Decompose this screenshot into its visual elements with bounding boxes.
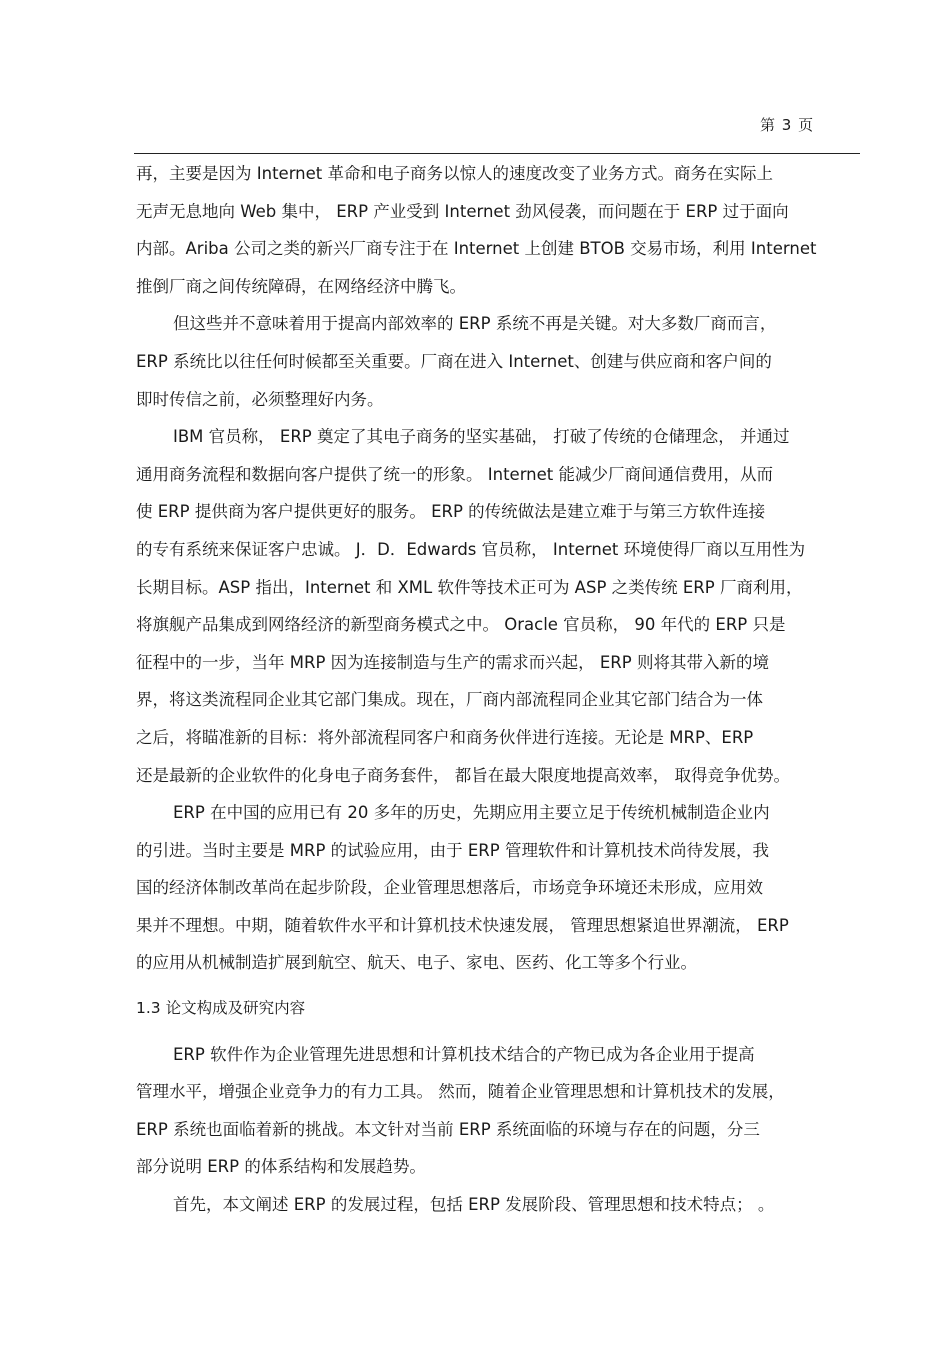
paragraphs-after-section [136, 1036, 866, 1224]
page-number-header: 第 3 页 [760, 116, 815, 134]
text-line: 征程中的一步，当年 MRP 因为连接制造与生产的需求而兴起， ERP 则将其带入新的境 [136, 652, 769, 672]
text-line: 即时传信之前，必须整理好内务。 [136, 389, 384, 409]
text-line: 将旗舰产品集成到网络经济的新型商务模式之中。 Oracle 官员称， 90 年代的 ERP 只是 [136, 615, 786, 635]
text-line: IBM 官员称， ERP 奠定了其电子商务的坚实基础， 打破了传统的仓储理念， 并通过 [173, 427, 790, 447]
text-line: 但这些并不意味着用于提高内部效率的 ERP 系统不再是关键。对大多数厂商而言， [173, 314, 777, 334]
text-line: 的应用从机械制造扩展到航空、航天、电子、家电、医药、化工等多个行业。 [136, 953, 697, 973]
text-line: 部分说明 ERP 的体系结构和发展趋势。 [136, 1157, 426, 1177]
text-line: ERP 系统也面临着新的挑战。本文针对当前 ERP 系统面临的环境与存在的问题，分三 [136, 1119, 760, 1139]
text-line: 内部。Ariba 公司之类的新兴厂商专注于在 Internet 上创建 BTOB 交易市场，利用 Internet [136, 239, 817, 259]
header-rule [134, 153, 860, 154]
paragraphs-before-section [136, 155, 866, 982]
section-heading: 1.3 论文构成及研究内容 [136, 999, 306, 1018]
text-line: ERP 系统比以往任何时候都至关重要。厂商在进入 Internet、创建与供应商和客户间的 [136, 351, 772, 371]
text-line: 使 ERP 提供商为客户提供更好的服务。 ERP 的传统做法是建立难于与第三方软件连接 [136, 502, 766, 522]
text-line: 管理水平，增强企业竞争力的有力工具。 然而，随着企业管理思想和计算机技术的发展， [136, 1082, 785, 1102]
text-line: 推倒厂商之间传统障碍，在网络经济中腾飞。 [136, 276, 466, 296]
text-line: 果并不理想。中期，随着软件水平和计算机技术快速发展， 管理思想紧追世界潮流， ERP [136, 915, 789, 935]
text-line: 的引进。当时主要是 MRP 的试验应用，由于 ERP 管理软件和计算机技术尚待发展，我 [136, 840, 769, 860]
text-line: 无声无息地向 Web 集中， ERP 产业受到 Internet 劲风侵袭，而问题在于 ERP 过于面向 [136, 201, 789, 221]
text-line: ERP 在中国的应用已有 20 多年的历史，先期应用主要立足于传统机械制造企业内 [173, 803, 770, 823]
body-text [136, 155, 866, 1224]
text-line: 之后，将瞄准新的目标：将外部流程同客户和商务伙伴进行连接。无论是 MRP、ERP [136, 727, 754, 747]
text-line: 长期目标。ASP 指出，Internet 和 XML 软件等技术正可为 ASP 之类传统 ERP 厂商利用， [136, 577, 803, 597]
text-line: 再，主要是因为 Internet 革命和电子商务以惊人的速度改变了业务方式。商务在实际上 [136, 164, 774, 183]
text-line: ERP 软件作为企业管理先进思想和计算机技术结合的产物已成为各企业用于提高 [173, 1044, 755, 1064]
text-line: 首先，本文阐述 ERP 的发展过程，包括 ERP 发展阶段、管理思想和技术特点； 。 [173, 1195, 775, 1215]
text-line: 界，将这类流程同企业其它部门集成。现在，厂商内部流程同企业其它部门结合为一体 [136, 690, 763, 710]
text-line: 还是最新的企业软件的化身电子商务套件， 都旨在最大限度地提高效率， 取得竞争优势。 [136, 765, 790, 785]
text-line: 通用商务流程和数据向客户提供了统一的形象。 Internet 能减少厂商间通信费用，从而 [136, 464, 774, 484]
text-line: 的专有系统来保证客户忠诚。 J．D．Edwards 官员称， Internet 环境使得厂商以互用性为 [136, 539, 806, 559]
text-line: 国的经济体制改革尚在起步阶段，企业管理思想落后，市场竞争环境还未形成，应用效 [136, 878, 763, 898]
